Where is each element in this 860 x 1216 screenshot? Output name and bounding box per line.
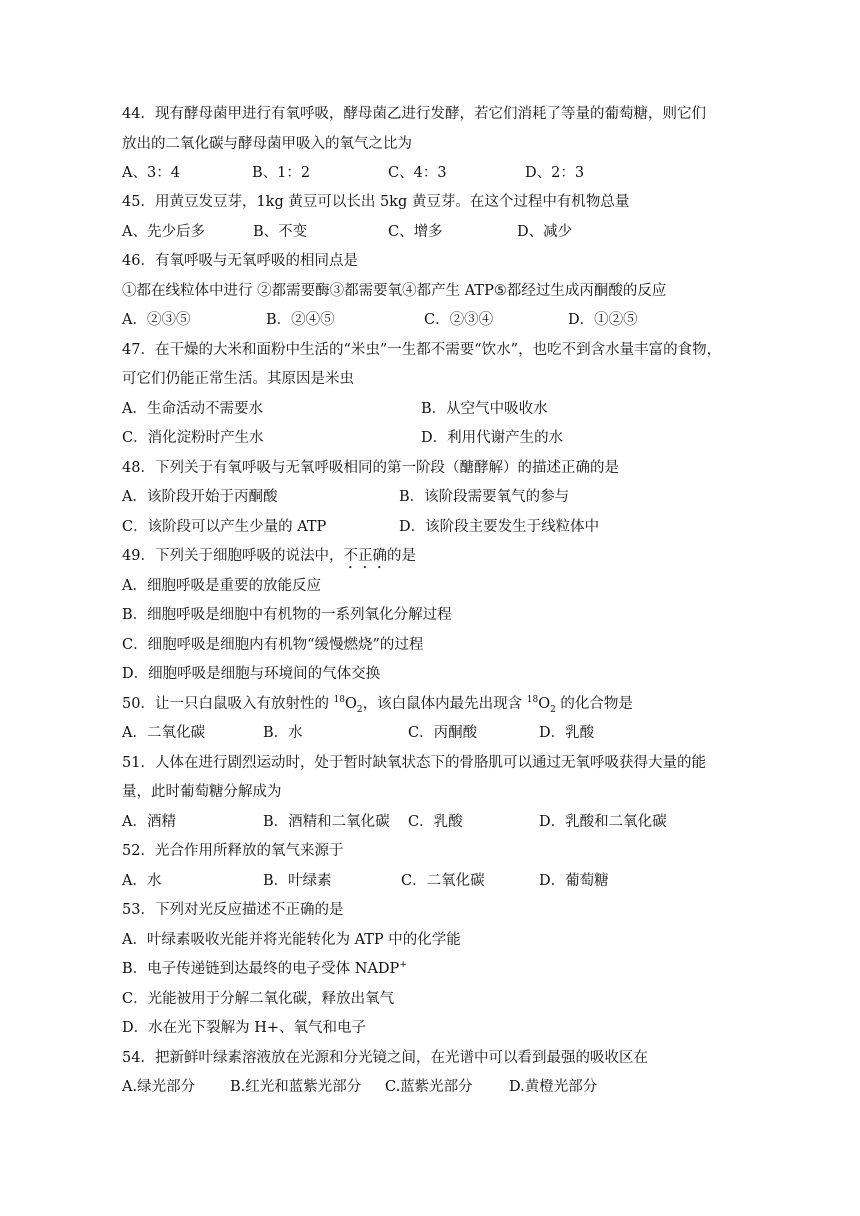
q50-stem-a: 50．让一只白鼠吸入有放射性的 <box>122 696 334 712</box>
q51-stem-line2: 量，此时葡萄糖分解成为 <box>122 784 282 800</box>
q45-option-a: A、先少后多 <box>122 224 205 240</box>
q45-stem: 45．用黄豆发豆芽，1kg 黄豆可以长出 5kg 黄豆芽。在这个过程中有机物总量 <box>122 194 630 210</box>
q52-option-a: A．水 <box>122 873 162 889</box>
q53-option-b-text: B．电子传递链到达最终的电子受体 NADP <box>122 961 400 977</box>
q45-option-b: B、不变 <box>253 224 308 240</box>
q48-option-b: B．该阶段需要氧气的参与 <box>399 489 570 505</box>
q50-isotope2-subscript: 2 <box>550 704 556 715</box>
q48-option-a: A．该阶段开始于丙酮酸 <box>122 489 278 505</box>
q53-option-b-superscript: + <box>399 960 407 971</box>
q49-stem <box>122 546 416 572</box>
q50-option-c: C．丙酮酸 <box>408 725 478 741</box>
q45-option-c: C、增多 <box>388 224 443 240</box>
q50-stem <box>122 694 633 714</box>
q51-option-c: C．乳酸 <box>408 814 463 830</box>
q46-option-b: B．②④⑤ <box>266 312 335 328</box>
q50-stem-b: ，该白鼠体内最先出现含 <box>362 696 527 712</box>
q47-stem-line2: 可它们仍能正常生活。其原因是米虫 <box>122 371 354 387</box>
q50-option-a: A．二氧化碳 <box>122 725 205 741</box>
q54-stem: 54．把新鲜叶绿素溶液放在光源和分光镜之间，在光谱中可以看到最强的吸收区在 <box>122 1050 648 1066</box>
q49-stem-emphasis: 不正确 <box>343 548 387 564</box>
q50-isotope1-subscript: 2 <box>356 704 363 715</box>
q46-option-a: A．②③⑤ <box>122 312 191 328</box>
q52-option-b: B．叶绿素 <box>263 873 332 889</box>
q47-stem-line1: 47．在干燥的大米和面粉中生活的“米虫”一生都不需要“饮水”，也吃不到含水量丰富的食物， <box>122 342 722 358</box>
q44-option-c: C、4：3 <box>388 165 447 181</box>
q44-stem-line1: 44．现有酵母菌甲进行有氧呼吸，酵母菌乙进行发酵，若它们消耗了等量的葡萄糖，则它们 <box>122 106 706 122</box>
q44-option-a: A、3：4 <box>122 165 180 181</box>
q50-isotope2-mass: 18 <box>526 695 539 706</box>
q46-option-d: D．①②⑤ <box>568 312 638 328</box>
q52-stem: 52．光合作用所释放的氧气来源于 <box>122 843 344 859</box>
q54-option-b: B.红光和蓝紫光部分 <box>230 1079 362 1095</box>
q47-option-d: D．利用代谢产生的水 <box>421 430 564 446</box>
q46-stem: 46．有氧呼吸与无氧呼吸的相同点是 <box>122 253 358 269</box>
q54-option-d: D.黄橙光部分 <box>509 1079 598 1095</box>
q49-stem-post: 的是 <box>386 548 416 564</box>
q49-option-a: A．细胞呼吸是重要的放能反应 <box>122 578 321 594</box>
q44-option-b: B、1：2 <box>252 165 311 181</box>
q50-isotope1-element: O <box>345 696 357 712</box>
q49-option-c: C．细胞呼吸是细胞内有机物“缓慢燃烧”的过程 <box>122 637 424 653</box>
q48-stem: 48．下列关于有氧呼吸与无氧呼吸相同的第一阶段（醣酵解）的描述正确的是 <box>122 460 619 476</box>
q53-option-b <box>122 959 407 979</box>
q46-option-c: C．②③④ <box>424 312 494 328</box>
q51-stem-line1: 51．人体在进行剧烈运动时，处于暂时缺氧状态下的骨胳肌可以通过无氧呼吸获得大量的能 <box>122 755 706 771</box>
q53-option-c: C．光能被用于分解二氧化碳，释放出氧气 <box>122 991 395 1007</box>
q52-option-c: C．二氧化碳 <box>401 873 485 889</box>
q46-items: ①都在线粒体中进行 ②都需要酶③都需要氧④都产生 ATP⑤都经过生成丙酮酸的反应 <box>122 283 667 299</box>
q53-stem: 53．下列对光反应描述不正确的是 <box>122 902 344 918</box>
q47-option-c: C．消化淀粉时产生水 <box>122 430 264 446</box>
q54-option-a: A.绿光部分 <box>122 1079 196 1095</box>
q49-option-d: D．细胞呼吸是细胞与环境间的气体交换 <box>122 666 381 682</box>
q50-option-b: B．水 <box>263 725 303 741</box>
q48-option-c: C．该阶段可以产生少量的 ATP <box>122 519 327 535</box>
q47-option-a: A．生命活动不需要水 <box>122 401 263 417</box>
q51-option-d: D．乳酸和二氧化碳 <box>539 814 667 830</box>
q47-option-b: B．从空气中吸收水 <box>421 401 548 417</box>
q49-option-b: B．细胞呼吸是细胞中有机物的一系列氧化分解过程 <box>122 607 452 623</box>
q44-stem-line2: 放出的二氧化碳与酵母菌甲吸入的氧气之比为 <box>122 136 412 152</box>
q50-isotope1-mass: 18 <box>333 695 346 706</box>
q51-option-b: B．酒精和二氧化碳 <box>263 814 390 830</box>
q48-option-d: D．该阶段主要发生于线粒体中 <box>399 519 600 535</box>
q51-option-a: A．酒精 <box>122 814 176 830</box>
q53-option-a: A．叶绿素吸收光能并将光能转化为 ATP 中的化学能 <box>122 932 461 948</box>
q50-isotope2-element: O <box>538 696 551 712</box>
q52-option-d: D．葡萄糖 <box>539 873 609 889</box>
q50-stem-c: 的化合物是 <box>555 696 633 712</box>
q45-option-d: D、减少 <box>517 224 573 240</box>
q50-option-d: D．乳酸 <box>539 725 595 741</box>
q53-option-d: D．水在光下裂解为 H+、氧气和电子 <box>122 1020 367 1036</box>
q44-option-d: D、2：3 <box>525 165 585 181</box>
q49-stem-pre: 49．下列关于细胞呼吸的说法中， <box>122 548 344 564</box>
q54-option-c: C.蓝紫光部分 <box>385 1079 473 1095</box>
